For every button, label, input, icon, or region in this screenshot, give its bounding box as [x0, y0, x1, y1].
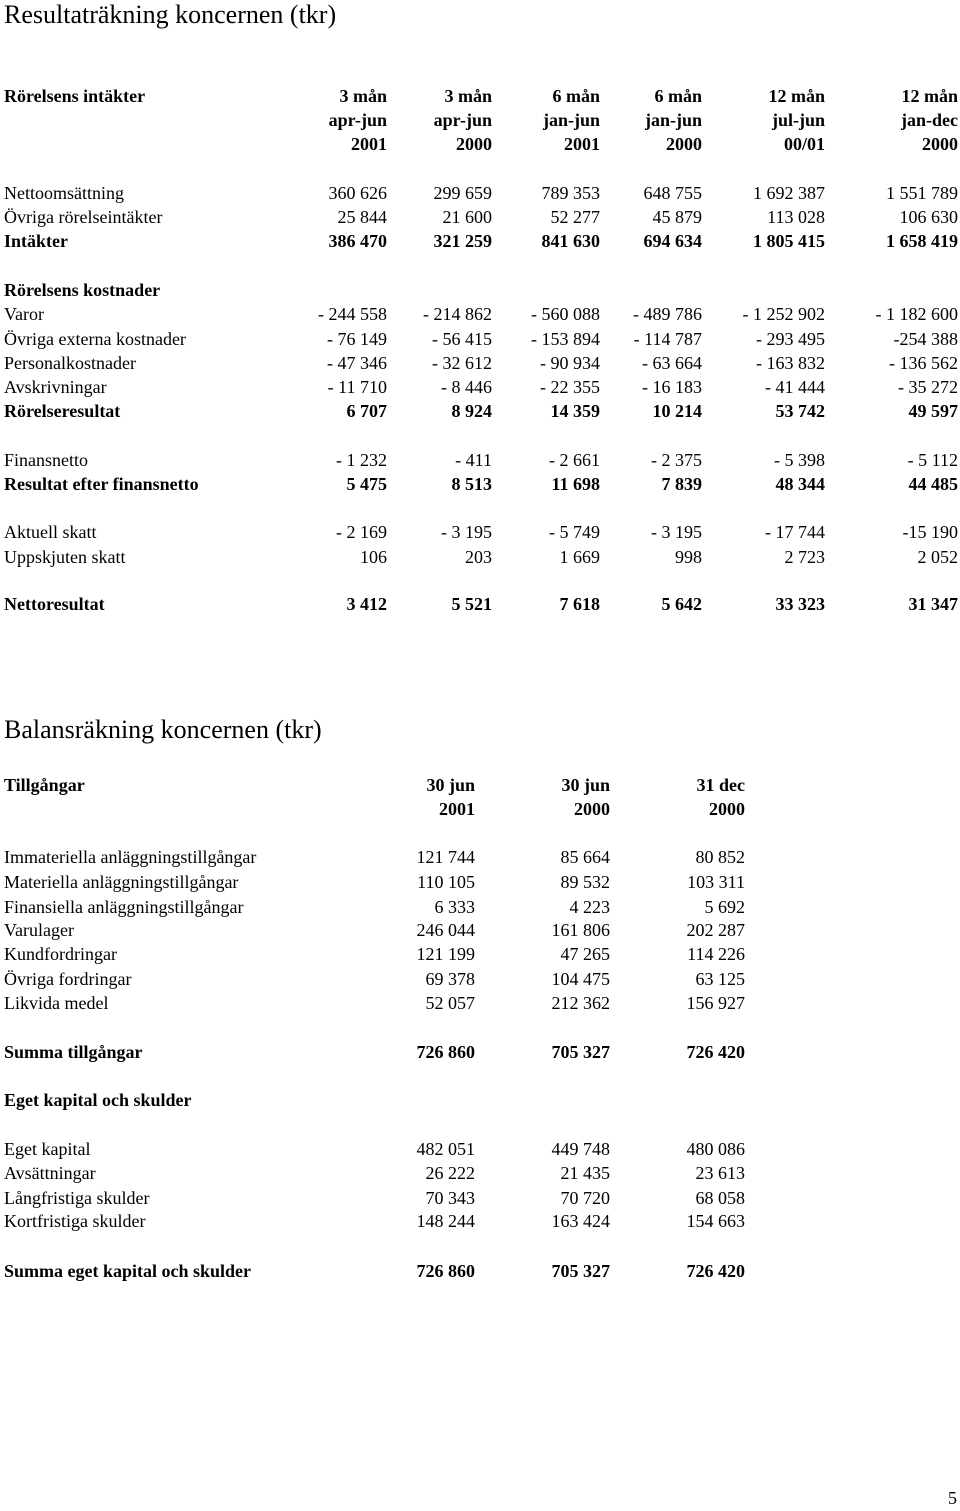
row-label: Uppskjuten skatt	[4, 547, 126, 567]
cell-value: 246 044	[416, 920, 475, 940]
cell-value: - 560 088	[531, 304, 600, 324]
income-row-nettoresultat	[0, 592, 960, 616]
income-header-label: Rörelsens intäkter	[4, 86, 146, 106]
cell-value: 1 692 387	[753, 183, 825, 203]
cell-value: 104 475	[551, 969, 610, 989]
income-row-varor	[0, 302, 960, 326]
cell-value: - 163 832	[756, 353, 825, 373]
income-header-row-3	[0, 132, 960, 156]
column-header: 6 mån	[654, 86, 702, 106]
cell-value: 52 057	[425, 993, 475, 1013]
column-header: apr-jun	[328, 110, 387, 130]
cell-value: 106	[360, 547, 387, 567]
column-header: 00/01	[783, 134, 825, 154]
cell-value: 202 287	[686, 920, 745, 940]
cell-value: - 5 749	[549, 522, 600, 542]
cell-value: - 136 562	[889, 353, 958, 373]
cell-value: - 41 444	[765, 377, 825, 397]
balance-section-eget-kapital-och-skulder	[0, 1088, 960, 1112]
cell-value: - 5 112	[907, 450, 958, 470]
cell-value: 10 214	[652, 401, 702, 421]
cell-value: 31 347	[908, 594, 958, 614]
cell-value: - 2 169	[336, 522, 387, 542]
cell-value: - 35 272	[898, 377, 958, 397]
cell-value: - 244 558	[318, 304, 387, 324]
balance-row-varulager	[0, 918, 960, 942]
row-label: Övriga externa kostnader	[4, 329, 186, 349]
cell-value: 1 805 415	[753, 231, 825, 251]
cell-value: - 5 398	[774, 450, 825, 470]
income-section-rorelsens-kostnader	[0, 278, 960, 302]
income-statement-title: Resultaträkning koncernen (tkr)	[4, 0, 337, 29]
cell-value: 21 435	[560, 1163, 610, 1183]
cell-value: 480 086	[686, 1139, 745, 1159]
cell-value: -254 388	[893, 329, 958, 349]
cell-value: 52 277	[550, 207, 600, 227]
column-header: 2001	[564, 134, 600, 154]
income-row-avskrivningar	[0, 375, 960, 399]
row-label: Personalkostnader	[4, 353, 136, 373]
cell-value: 299 659	[433, 183, 492, 203]
cell-value: - 63 664	[642, 353, 702, 373]
cell-value: 156 927	[686, 993, 745, 1013]
cell-value: 482 051	[416, 1139, 475, 1159]
cell-value: - 2 375	[651, 450, 702, 470]
column-header: 2000	[922, 134, 958, 154]
cell-value: - 293 495	[756, 329, 825, 349]
row-label: Likvida medel	[4, 993, 109, 1013]
column-header: 2000	[709, 799, 745, 819]
cell-value: 4 223	[569, 897, 610, 917]
page-number: 5	[948, 1488, 957, 1508]
cell-value: 321 259	[433, 231, 492, 251]
cell-value: - 16 183	[642, 377, 702, 397]
column-header: jan-jun	[542, 110, 600, 130]
cell-value: 5 475	[346, 474, 387, 494]
cell-value: 70 343	[425, 1188, 475, 1208]
cell-value: 23 613	[695, 1163, 745, 1183]
column-header: 31 dec	[696, 775, 745, 795]
column-header: 6 mån	[552, 86, 600, 106]
balance-row-langfristiga-skulder	[0, 1186, 960, 1210]
cell-value: 841 630	[541, 231, 600, 251]
column-header: jan-jun	[644, 110, 702, 130]
cell-value: - 2 661	[549, 450, 600, 470]
balance-row-eget-kapital	[0, 1137, 960, 1161]
balance-row-summa-eget-kapital-och-skulder	[0, 1259, 960, 1283]
cell-value: - 1 252 902	[742, 304, 825, 324]
cell-value: 163 424	[551, 1211, 610, 1231]
cell-value: 705 327	[551, 1261, 610, 1281]
cell-value: 63 125	[695, 969, 745, 989]
cell-value: - 153 894	[531, 329, 600, 349]
cell-value: - 22 355	[540, 377, 600, 397]
cell-value: 85 664	[560, 847, 610, 867]
balance-row-likvida-medel	[0, 991, 960, 1015]
cell-value: 789 353	[541, 183, 600, 203]
cell-value: 148 244	[416, 1211, 475, 1231]
cell-value: 11 698	[551, 474, 600, 494]
cell-value: 6 707	[346, 401, 387, 421]
column-header: 12 mån	[768, 86, 825, 106]
column-header: jan-dec	[901, 110, 958, 130]
income-row-uppskjuten-skatt	[0, 545, 960, 569]
cell-value: - 56 415	[432, 329, 492, 349]
cell-value: 113 028	[767, 207, 825, 227]
cell-value: 103 311	[687, 872, 745, 892]
cell-value: 121 744	[416, 847, 475, 867]
income-row-aktuell-skatt	[0, 520, 960, 544]
cell-value: 360 626	[328, 183, 387, 203]
cell-value: - 114 787	[633, 329, 702, 349]
cell-value: - 214 862	[423, 304, 492, 324]
row-label: Avskrivningar	[4, 377, 107, 397]
row-label: Summa eget kapital och skulder	[4, 1261, 252, 1281]
cell-value: 726 420	[686, 1261, 745, 1281]
cell-value: 25 844	[337, 207, 387, 227]
column-header: 30 jun	[561, 775, 610, 795]
row-label: Finansnetto	[4, 450, 88, 470]
balance-row-kundfordringar	[0, 942, 960, 966]
income-row-intakter	[0, 229, 960, 253]
column-header: 30 jun	[426, 775, 475, 795]
income-row-ovriga-externa-kostnader	[0, 327, 960, 351]
cell-value: 47 265	[560, 944, 610, 964]
cell-value: 2 723	[784, 547, 825, 567]
cell-value: 14 359	[550, 401, 600, 421]
income-header-row-2	[0, 108, 960, 132]
row-label: Eget kapital	[4, 1139, 91, 1159]
income-row-nettoomsattning	[0, 181, 960, 205]
cell-value: 1 658 419	[886, 231, 958, 251]
cell-value: - 411	[455, 450, 492, 470]
row-label: Materiella anläggningstillgångar	[4, 872, 239, 892]
cell-value: 449 748	[551, 1139, 610, 1159]
cell-value: - 1 232	[336, 450, 387, 470]
cell-value: 705 327	[551, 1042, 610, 1062]
balance-row-summa-tillgangar	[0, 1040, 960, 1064]
cell-value: 45 879	[652, 207, 702, 227]
column-header: 2000	[666, 134, 702, 154]
row-label: Intäkter	[4, 231, 68, 251]
cell-value: - 11 710	[327, 377, 387, 397]
row-label: Långfristiga skulder	[4, 1188, 150, 1208]
balance-row-immateriella	[0, 845, 960, 869]
row-label: Summa tillgångar	[4, 1042, 143, 1062]
cell-value: - 489 786	[633, 304, 702, 324]
cell-value: 5 521	[451, 594, 492, 614]
cell-value: - 1 182 600	[875, 304, 958, 324]
balance-row-finansiella	[0, 895, 960, 919]
cell-value: 49 597	[908, 401, 958, 421]
balance-row-materiella	[0, 870, 960, 894]
cell-value: 33 323	[775, 594, 825, 614]
row-label: Resultat efter finansnetto	[4, 474, 199, 494]
cell-value: 161 806	[551, 920, 610, 940]
balance-header-row-1	[0, 773, 960, 797]
cell-value: 212 362	[551, 993, 610, 1013]
cell-value: - 17 744	[765, 522, 825, 542]
cell-value: 7 839	[661, 474, 702, 494]
row-label: Övriga fordringar	[4, 969, 132, 989]
cell-value: 726 420	[686, 1042, 745, 1062]
income-header-row-1	[0, 84, 960, 108]
balance-header-label: Tillgångar	[4, 775, 85, 795]
row-label: Kortfristiga skulder	[4, 1211, 146, 1231]
cell-value: 203	[465, 547, 492, 567]
row-label: Aktuell skatt	[4, 522, 97, 542]
income-row-personalkostnader	[0, 351, 960, 375]
row-label: Varulager	[4, 920, 74, 940]
cell-value: 7 618	[559, 594, 600, 614]
balance-row-avsattningar	[0, 1161, 960, 1185]
column-header: 12 mån	[901, 86, 958, 106]
cell-value: 80 852	[695, 847, 745, 867]
cell-value: 106 630	[899, 207, 958, 227]
cell-value: 726 860	[416, 1261, 475, 1281]
cell-value: 44 485	[908, 474, 958, 494]
cell-value: 648 755	[643, 183, 702, 203]
cell-value: 8 924	[451, 401, 492, 421]
cell-value: 121 199	[416, 944, 475, 964]
cell-value: 1 551 789	[886, 183, 958, 203]
row-label: Varor	[4, 304, 44, 324]
cell-value: - 3 195	[651, 522, 702, 542]
cell-value: 26 222	[425, 1163, 475, 1183]
row-label: Finansiella anläggningstillgångar	[4, 897, 244, 917]
cell-value: 154 663	[686, 1211, 745, 1231]
cell-value: 726 860	[416, 1042, 475, 1062]
cell-value: 89 532	[560, 872, 610, 892]
column-header: 2000	[574, 799, 610, 819]
cell-value: 69 378	[425, 969, 475, 989]
cell-value: 8 513	[451, 474, 492, 494]
cell-value: 2 052	[917, 547, 958, 567]
row-label: Immateriella anläggningstillgångar	[4, 847, 257, 867]
cell-value: 998	[675, 547, 702, 567]
row-label: Avsättningar	[4, 1163, 96, 1183]
row-label: Kundfordringar	[4, 944, 117, 964]
cell-value: 21 600	[442, 207, 492, 227]
column-header: jul-jun	[771, 110, 825, 130]
column-header: 2001	[351, 134, 387, 154]
balance-row-ovriga-fordringar	[0, 967, 960, 991]
cell-value: 386 470	[328, 231, 387, 251]
column-header: 2000	[456, 134, 492, 154]
balance-row-kortfristiga-skulder	[0, 1209, 960, 1233]
cell-value: 1 669	[559, 547, 600, 567]
cell-value: -15 190	[902, 522, 958, 542]
income-row-resultat-efter-finansnetto	[0, 472, 960, 496]
cell-value: 6 333	[434, 897, 475, 917]
cell-value: 48 344	[775, 474, 825, 494]
cell-value: - 3 195	[441, 522, 492, 542]
cell-value: 110 105	[417, 872, 475, 892]
section-heading: Eget kapital och skulder	[4, 1090, 192, 1110]
balance-sheet-title: Balansräkning koncernen (tkr)	[4, 715, 322, 744]
cell-value: 68 058	[695, 1188, 745, 1208]
column-header: 3 mån	[339, 86, 387, 106]
row-label: Nettoresultat	[4, 594, 105, 614]
column-header: 2001	[439, 799, 475, 819]
income-row-finansnetto	[0, 448, 960, 472]
income-row-ovriga-rorelseintakter	[0, 205, 960, 229]
row-label: Övriga rörelseintäkter	[4, 207, 163, 227]
cell-value: 114 226	[687, 944, 745, 964]
cell-value: 5 642	[661, 594, 702, 614]
cell-value: 53 742	[775, 401, 825, 421]
cell-value: 694 634	[643, 231, 702, 251]
column-header: 3 mån	[444, 86, 492, 106]
cell-value: - 90 934	[540, 353, 600, 373]
balance-header-row-2	[0, 797, 960, 821]
row-label: Rörelseresultat	[4, 401, 121, 421]
cell-value: - 76 149	[327, 329, 387, 349]
cell-value: 5 692	[704, 897, 745, 917]
column-header: apr-jun	[433, 110, 492, 130]
cell-value: - 47 346	[327, 353, 387, 373]
income-row-rorelseresultat	[0, 399, 960, 423]
cell-value: - 32 612	[432, 353, 492, 373]
cell-value: - 8 446	[441, 377, 492, 397]
row-label: Nettoomsättning	[4, 183, 124, 203]
section-heading: Rörelsens kostnader	[4, 280, 161, 300]
cell-value: 3 412	[346, 594, 387, 614]
cell-value: 70 720	[560, 1188, 610, 1208]
